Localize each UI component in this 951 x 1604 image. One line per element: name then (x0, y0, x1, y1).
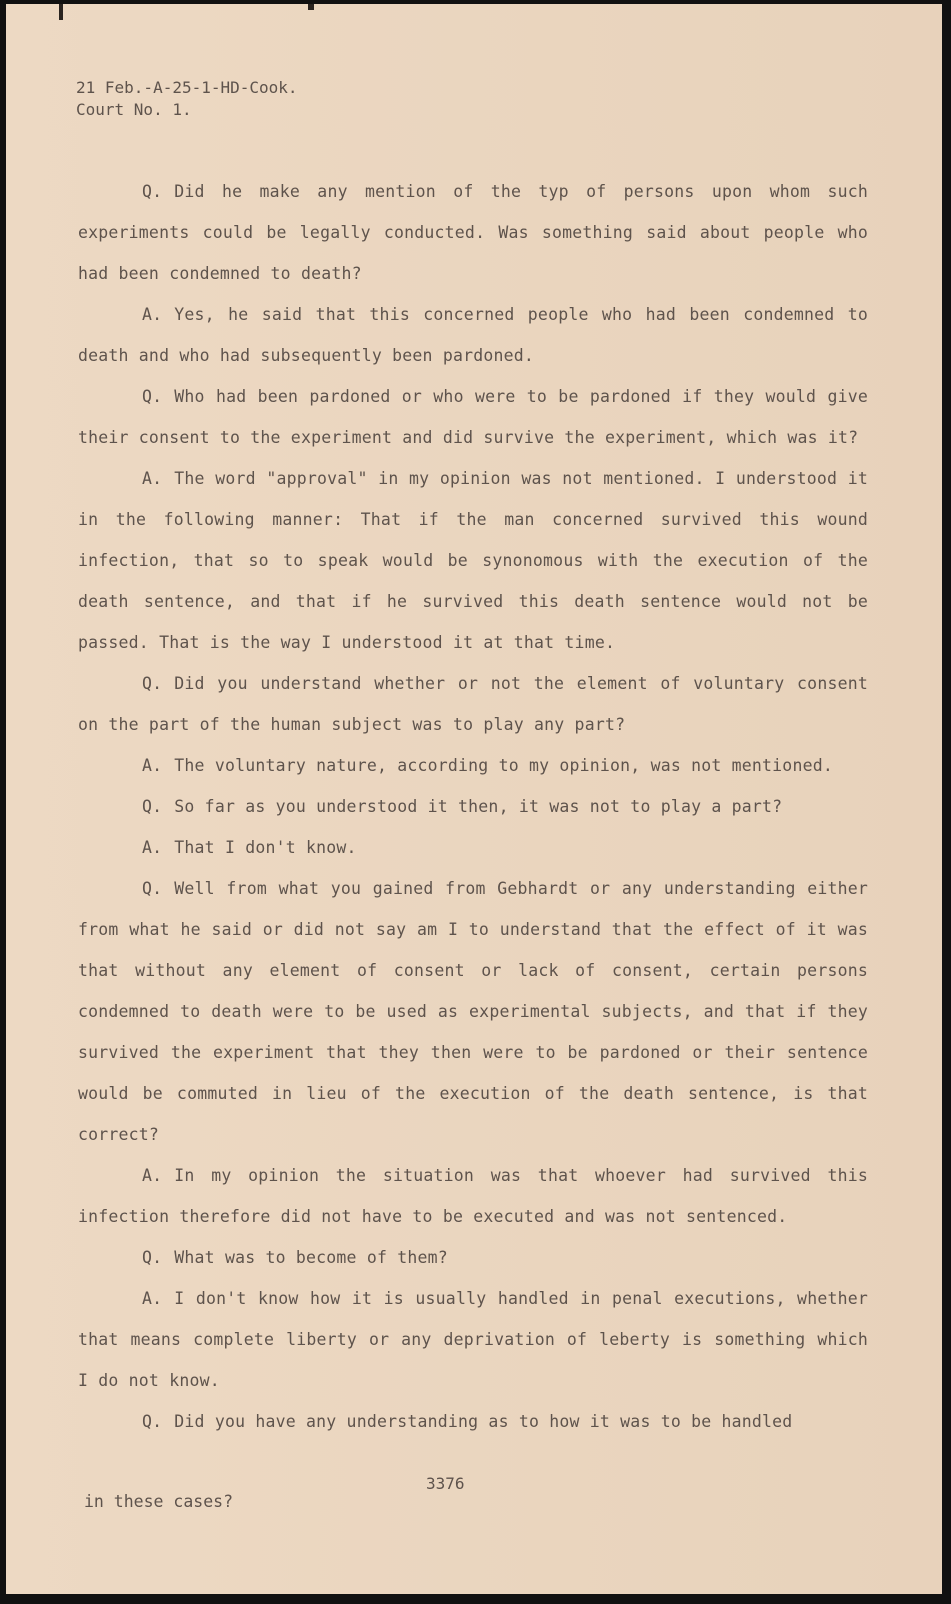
testimony-paragraph (78, 1237, 868, 1278)
paragraph-text: Well from what you gained from Gebhardt or any understanding either from what he said or did not say am I to understand that the effect of it was that without any element of consent or lack of consent, certain persons condemned to death were to be used as experimental subjects, and that if they survived the experiment that they then were to be pardoned or their sentence would be commuted in lieu of the execution of the death sentence, is that correct? (78, 879, 868, 1144)
header-line-2: Court No. 1. (76, 100, 192, 119)
speaker-label: A. (142, 838, 163, 857)
speaker-label: Q. (142, 879, 163, 898)
paragraph-text: That I don't know. (174, 838, 357, 857)
paragraph-text: Yes, he said that this concerned people who had been condemned to death and who had subsequently been pardoned. (78, 305, 868, 365)
trailing-text: in these cases? (84, 1492, 234, 1511)
speaker-label: Q. (142, 674, 163, 693)
paragraph-text: Did you have any understanding as to how it was to be handled (174, 1412, 793, 1431)
testimony-paragraph (78, 458, 868, 663)
testimony-paragraph (78, 868, 868, 1155)
paragraph-text: Who had been pardoned or who were to be pardoned if they would give their consent to the experiment and did survive the experiment, which was it? (78, 387, 868, 447)
speaker-label: Q. (142, 182, 163, 201)
paragraph-text: The voluntary nature, according to my opinion, was not mentioned. (174, 756, 833, 775)
testimony-body (78, 171, 868, 1442)
testimony-paragraph (78, 1155, 868, 1237)
speaker-label: A. (142, 305, 163, 324)
speaker-label: A. (142, 469, 163, 488)
paragraph-text: In my opinion the situation was that whoever had survived this infection therefore did not have to be executed and was not sentenced. (78, 1166, 868, 1226)
testimony-paragraph (78, 786, 868, 827)
speaker-label: Q. (142, 797, 163, 816)
top-notch-mark (308, 4, 314, 10)
testimony-paragraph (78, 171, 868, 294)
corner-mark (59, 4, 63, 20)
testimony-paragraph (78, 376, 868, 458)
speaker-label: Q. (142, 1412, 163, 1431)
testimony-paragraph (78, 294, 868, 376)
paragraph-text: What was to become of them? (174, 1248, 448, 1267)
paragraph-text: So far as you understood it then, it was not to play a part? (174, 797, 783, 816)
page-number: 3376 (426, 1474, 465, 1493)
paragraph-text: Did you understand whether or not the element of voluntary consent on the part of the human subject was to play any part? (78, 674, 868, 734)
paragraph-text: I don't know how it is usually handled in penal executions, whether that means complete liberty or any deprivation of leberty is something which I do not know. (78, 1289, 868, 1390)
speaker-label: A. (142, 756, 163, 775)
document-page (6, 4, 942, 1594)
testimony-paragraph (78, 1401, 868, 1442)
speaker-label: A. (142, 1289, 163, 1308)
testimony-paragraph (78, 663, 868, 745)
testimony-paragraph (78, 1278, 868, 1401)
testimony-paragraph (78, 745, 868, 786)
speaker-label: A. (142, 1166, 163, 1185)
speaker-label: Q. (142, 387, 163, 406)
header-line-1: 21 Feb.-A-25-1-HD-Cook. (76, 78, 298, 97)
speaker-label: Q. (142, 1248, 163, 1267)
paragraph-text: The word "approval" in my opinion was not mentioned. I understood it in the following manner: That if the man concerned survived this wound infection, that so to speak would be synonomous with the execution of the death sentence, and that if he survived this death sentence would not be passed. That is the way I understood it at that time. (78, 469, 868, 652)
testimony-paragraph (78, 827, 868, 868)
paragraph-text: Did he make any mention of the typ of persons upon whom such experiments could be legally conducted. Was something said about people who had been condemned to death? (78, 182, 868, 283)
document-header (76, 77, 298, 121)
